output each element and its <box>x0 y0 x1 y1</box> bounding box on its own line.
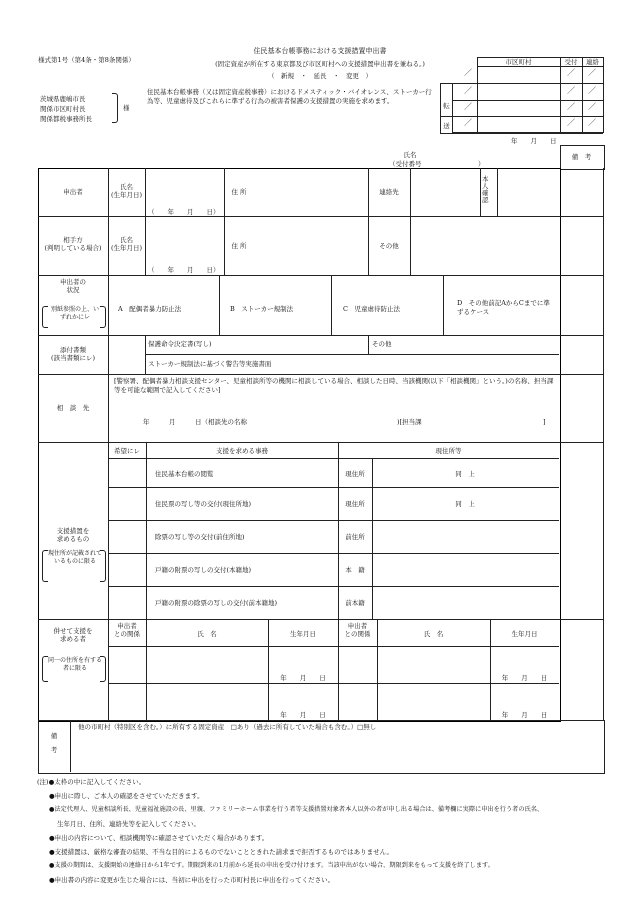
situation-option-d[interactable]: D その他前記AからCまでに準ずるケース <box>457 299 550 317</box>
consult-desc: [警察署、配偶者暴力相談支援センター、児童相談所等の機関に相談している場合、相談した日時、当該機関(以下「相談機関」という。)の名称、担当課等を可能な範囲で記入してください] <box>114 377 554 395</box>
counterpart-label: 相手方 (判明している場合) <box>44 236 102 253</box>
consult-department[interactable]: )[担当課 <box>397 418 422 426</box>
cohabitant-dob[interactable]: 年 月 日 <box>280 711 326 719</box>
transfer-slash: ／ <box>567 86 575 95</box>
support-task[interactable]: 除票の写し等の交付(前住所地) <box>155 533 245 541</box>
transfer-slash: ／ <box>464 118 472 127</box>
addressee-3: 関係都税事務所長 <box>40 115 92 124</box>
addressee-2: 関係市区町村長 <box>40 105 86 114</box>
situation-option-a[interactable]: A 配偶者暴力防止法 <box>118 305 182 313</box>
cohabitant-dob[interactable]: 年 月 日 <box>501 674 548 682</box>
transfer-h-receipt: 受付 <box>564 58 578 66</box>
attachments-label: 添付書類 (該当書類にレ) <box>50 346 96 363</box>
note-lead: (注)●太枠の中に記入してください。 <box>37 778 146 786</box>
applicant-address-label: 住 所 <box>231 188 247 196</box>
cohabitant-h-name: 氏 名 <box>423 630 444 638</box>
transfer-slash: ／ <box>588 102 596 111</box>
support-label: 支援措置を 求めるもの <box>56 527 90 544</box>
transfer-slash: ／ <box>567 102 575 111</box>
counterpart-address-label: 住 所 <box>231 242 247 250</box>
consult-close: ] <box>543 418 546 426</box>
cohabitant-h-relation: 申出者 との関係 <box>114 622 140 639</box>
note-item: ●支援措置は、厳格な審査の結果、不当な目的によるものでないことときれた請求まで拒否するものではありません。 <box>49 848 394 857</box>
form-number: 様式第1号（第4条・第8条関係） <box>38 56 135 64</box>
support-addr-value: 同 上 <box>455 500 475 508</box>
situation-option-b[interactable]: B ストーカー規制法 <box>230 305 294 313</box>
attachment-protection-order[interactable]: 保護命令決定書(写し) <box>148 340 212 348</box>
note-item: ●申出書の内容に変更が生じた場合には、当初に申出を行った市町村長に申出を行ってください。 <box>49 876 335 885</box>
support-task[interactable]: 住民基本台帳の閲覧 <box>155 470 214 478</box>
support-addr-value: 同 上 <box>455 470 475 478</box>
cohabitant-dob[interactable]: 年 月 日 <box>501 711 548 719</box>
counterpart-dob[interactable]: （ 年 月 日） <box>148 266 220 274</box>
support-addr-type: 前本籍 <box>345 599 365 607</box>
transfer-h-city: 市区町村 <box>505 58 532 66</box>
receipt-number: （受付番号 <box>389 160 422 168</box>
consult-label: 相 談 先 <box>56 404 90 412</box>
counterpart-name-label: 氏名 (生年月日) <box>110 236 143 253</box>
page-title: 住民基本台帳事務における支援措置申出書 <box>253 47 387 55</box>
fixed-asset-question[interactable]: 他の市町村（特別区を含む。）に所有する固定資産 □あり（過去に所有していた場合も含む。）□無し <box>78 723 377 731</box>
addressee-suffix: 様 <box>123 104 130 112</box>
cohabitant-h-dob: 生年月日 <box>511 630 538 638</box>
cohabitant-h-name: 氏 名 <box>197 630 217 638</box>
transfer-h-contact: 連絡 <box>586 58 599 66</box>
identity-check-label: 本人確認 <box>482 175 489 205</box>
support-task[interactable]: 住民票の写し等の交付(現住所地) <box>155 500 252 508</box>
transfer-label-sou: 送 <box>443 122 450 130</box>
note-item: ●申出に際し、ご本人の確認をさせていただきます。 <box>49 792 204 801</box>
cohabitants-note: 同一の住所を有する者に限る <box>48 657 103 673</box>
cohabitant-h-dob: 生年月日 <box>290 630 316 638</box>
transfer-slash: ／ <box>567 68 575 77</box>
date-line: 年 月 日 <box>511 137 557 145</box>
applicant-contact-label: 連絡先 <box>379 188 399 196</box>
cohabitant-h-relation: 申出者 との関係 <box>344 622 371 639</box>
cohabitant-dob[interactable]: 年 月 日 <box>280 674 326 682</box>
receipt-close: ） <box>478 160 485 168</box>
intro-text: 住民基本台帳事務（又は固定資産税事務）におけるドメスティック・バイオレンス、ストーカー行為等、児童虐待及びこれらに準ずる行為の被害者保護の支援措置の実施を求めます。 <box>147 88 432 106</box>
attachment-other[interactable]: その他 <box>372 340 392 348</box>
transfer-slash: ／ <box>588 118 596 127</box>
consult-date-line[interactable]: 年 月 日（相談先の名称 <box>143 418 247 426</box>
transfer-slash: ／ <box>464 86 472 95</box>
applicant-label: 申出者 <box>63 188 83 196</box>
situation-option-c[interactable]: C 児童虐待防止法 <box>343 305 400 313</box>
note-item: ●申出の内容について、相談機関等に確認させていただく場合があります。 <box>49 834 269 843</box>
attachment-warning[interactable]: ストーカー規制法に基づく警告等実施書面 <box>148 360 272 368</box>
applicant-name-label: 氏名 (生年月日) <box>110 183 143 200</box>
application-type: （ 新規 ・ 延長 ・ 変更 ） <box>268 72 372 80</box>
note-item: 生年月日、住所、連絡先等を記入してください。 <box>57 820 200 828</box>
counterpart-other-label: その他 <box>379 242 399 250</box>
support-h-check: 希望にレ <box>114 447 140 455</box>
transfer-slash: ／ <box>588 86 596 95</box>
note-item: ●法定代理人、児童相談所長、児童福祉施設の長、里親、ファミリーホーム事業を行う者等支援措置対象者本人以外の者が申し出る場合は、備考欄に実際に申出を行う者の氏名、 <box>49 806 544 814</box>
support-addr-type: 前住所 <box>345 533 365 541</box>
situation-label: 申出者の 状況 <box>60 278 86 295</box>
title-sub: (固定資産が所在する東京都及び市区町村への支援措置申出書を兼ねる。) <box>215 60 425 68</box>
addressee-block <box>40 95 92 123</box>
support-addr-type: 現住所 <box>345 470 365 478</box>
support-task[interactable]: 戸籍の附票の除票の写しの交付(前本籍地) <box>155 599 278 607</box>
support-h-address: 現住所等 <box>435 447 462 455</box>
support-addr-type: 現住所 <box>345 500 365 508</box>
remarks-head: 備 考 <box>571 153 592 161</box>
applicant-dob[interactable]: （ 年 月 日） <box>148 208 220 216</box>
cohabitants-label: 併せて支援を 求める者 <box>53 627 93 644</box>
support-h-task: 支援を求める事務 <box>216 447 268 455</box>
transfer-slash: ／ <box>588 68 596 77</box>
notes <box>37 778 617 884</box>
support-note: 現住所が記載されているものに限る <box>48 550 103 566</box>
support-task[interactable]: 戸籍の附票の写しの交付(本籍地) <box>155 566 252 574</box>
support-addr-type: 本 籍 <box>345 566 365 574</box>
transfer-label-ten: 転 <box>443 102 450 110</box>
situation-note: 別紙参照の上、いずれかにレ <box>50 306 99 322</box>
remarks-label: 備 考 <box>50 732 58 755</box>
transfer-slash: ／ <box>464 102 472 111</box>
transfer-slash: ／ <box>464 68 472 77</box>
addressee-1: 茨城県鹿嶋市長 <box>40 95 86 103</box>
note-item: ●支援の期間は、支援開始の連絡日から1年です。期限到来の1月前から延長の申出を受け付けます。当該申出がない場合、期限到来をもって支援を終了します。 <box>49 862 494 870</box>
applicant-name-head: 氏名 <box>403 151 417 159</box>
transfer-slash: ／ <box>567 118 575 127</box>
